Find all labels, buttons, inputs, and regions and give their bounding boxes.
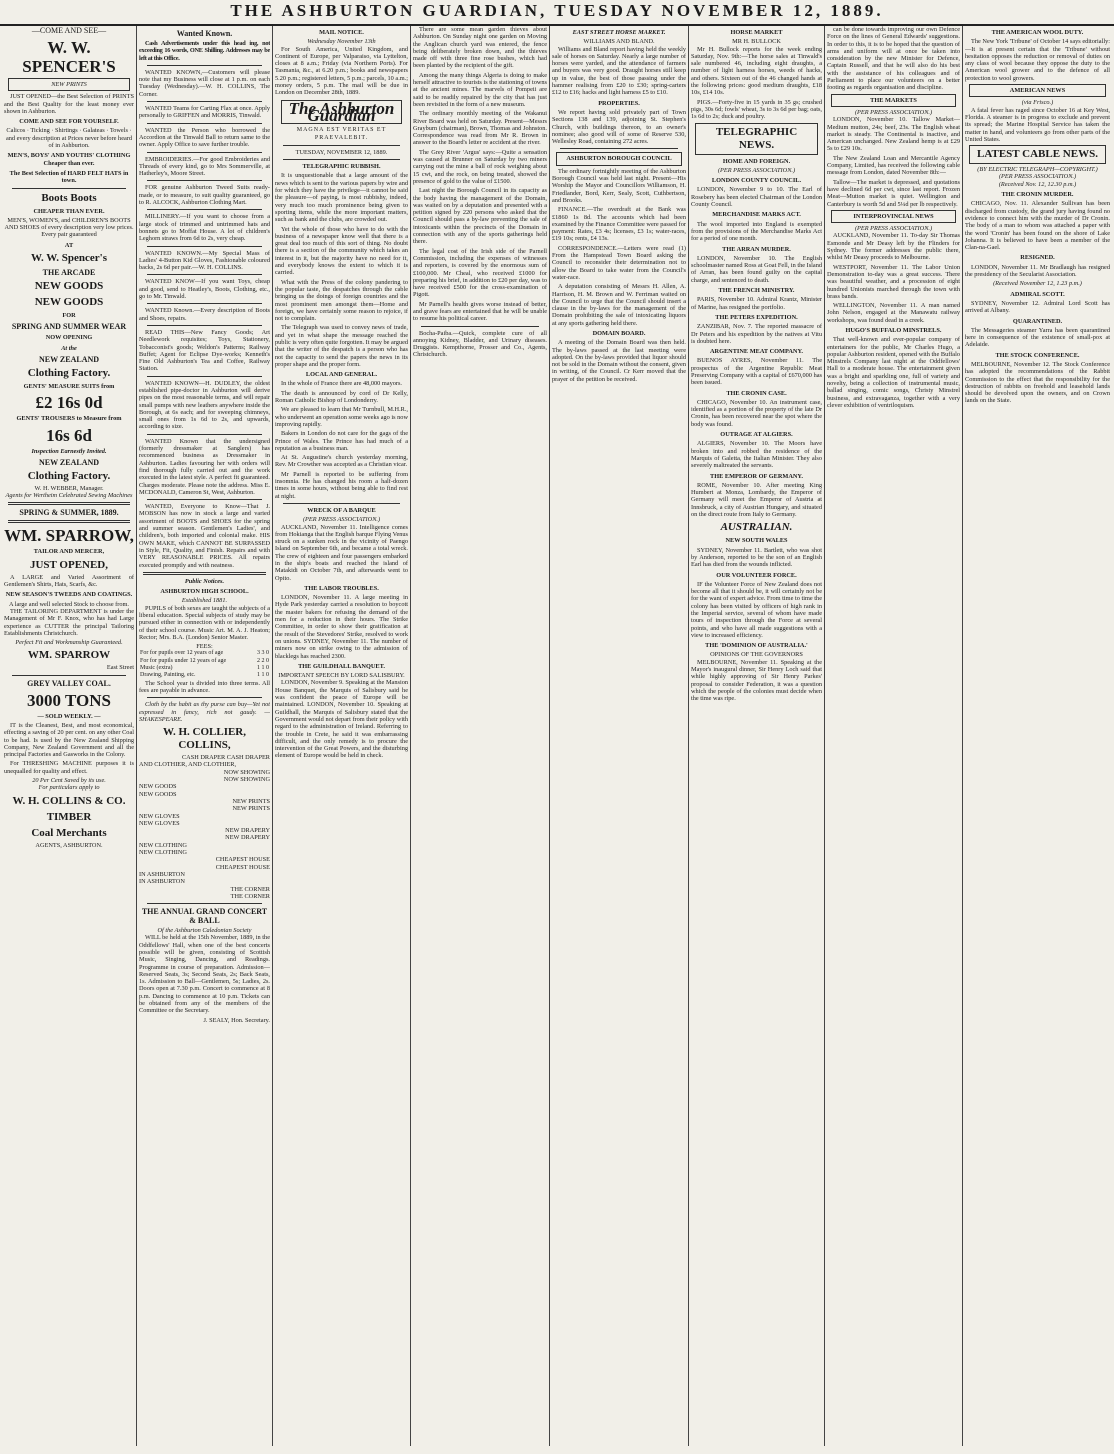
mail-notice: MAIL NOTICE.: [319, 29, 364, 36]
latest-sub: (BY ELECTRIC TELEGRAPH—COPYRIGHT.): [977, 166, 1098, 174]
column-rule: [962, 26, 963, 1446]
list-item: IN ASHBURTON: [139, 878, 185, 886]
cronin-murder-heading: THE CRONIN MURDER.: [1001, 191, 1074, 199]
fees-head: FEES:: [196, 643, 213, 651]
american-news-sub: (via Frisco.): [1021, 99, 1054, 107]
clothing-line: MEN'S, BOYS' AND YOUTHS' CLOTHING Cheaper than ever.: [7, 152, 131, 167]
wool-text: The New York 'Tribune' of October 14 says editorially:—It is at present certain that the 'Tribune' without hesitation opposes the reduction or removal of duties on any class of wool because they oppose the duty to the American wool grower and to the defence of all protection to wool growers.: [965, 38, 1110, 82]
guildhall-heading: THE GUILDHALL BANQUET.: [298, 662, 385, 670]
resigned-text: LONDON, November 11. Mr Bradlaugh has resigned the presidency of the Secularist Association.: [965, 263, 1110, 279]
list-item: NEW DRAPERY: [225, 827, 270, 835]
column-rule: [136, 26, 137, 1446]
new-goods-1: NEW GOODS: [34, 280, 104, 293]
wreck-assoc: (PER PRESS ASSOCIATION.): [302, 516, 381, 524]
hugo-heading: HUGO'S BUFFALO MINSTRELS.: [845, 326, 942, 334]
sold-weekly: — SOLD WEEKLY. —: [37, 712, 101, 720]
wanted-ad: WANTED KNOWN,—Customers will please note that my Business will close at 1 p.m. on each Tuesday (Wednesday).—W. H. COLLINS, The Corner.: [139, 68, 270, 98]
for-label: FOR: [62, 312, 76, 320]
inspection: Inspection Earnestly Invited.: [31, 447, 107, 455]
list-item: NEW GOODS: [139, 783, 177, 791]
column-rule: [272, 26, 273, 1446]
large-assortment: A LARGE and Varied Assortment of Gentlemen's Shirts, Hats, Scarfs, &c.: [4, 573, 134, 589]
sparrow-heading: WM. SPARROW,: [4, 526, 134, 546]
column-3-editorial: [275, 26, 408, 1446]
press-assoc: (PER PRESS ASSOCIATION.): [717, 166, 796, 174]
column-1-advertisements: [4, 26, 134, 1446]
telegraphic-news-logo: TELEGRAPHIC NEWS.: [695, 123, 818, 155]
cronin-text: CHICAGO, November 10. An instrument case, identified as a portion of the property of the late Dr Cronin, has been recovered near the spot where the body was found.: [691, 398, 822, 428]
factory-heading-2: Clothing Factory.: [27, 469, 111, 482]
horse-market-text: Williams and Bland report having held the weekly sale of horses on Saturday. Nearly a large number of horses were yarded, and the attendance of farmers and buyers was very good. Draught horses still keep up in value, the best of those passing under the hammer realising from £20 to £30; spring-carters £12 to £16; hacks and light harness £5 to £10.: [552, 45, 686, 97]
interprovincial-assoc: (PER PRESS ASSOCIATION.): [854, 225, 933, 233]
local-item: Mr Parnell's health gives worse instead of better, and grave fears are entertained that he will be unable to resume his political career.: [413, 300, 547, 323]
fees-table: [139, 650, 270, 679]
local-item: At St. Augustine's church yesterday morning, Rev. Mr Crowther was accepted as a Christian vicar.: [275, 454, 408, 469]
interprovincial-item: WELLINGTON, November 11. A man named John Nelson, engaged at the Manawatu railway workshops, was found dead in a creek.: [827, 302, 960, 324]
wanted-ad: WANTED KNOW—If you want Toys, cheap and good, send to Heatley's, Boots, Clothing, etc., go to Mr. Tinwald.: [139, 278, 270, 301]
nsw-heading: NEW SOUTH WALES: [725, 537, 788, 545]
horse-text: Mr H. Bullock reports for the week ending Saturday, Nov. 9th:—The horse sales at Tinwald's sale numbered 46, including eight draughts, a number of light harness horses, weeds of hacks, and others. Sixteen out of the 46 changed hands at the following prices: good medium draughts, £18 10s, £14 10s.: [691, 45, 822, 97]
particulars: For particulars apply to: [38, 784, 100, 792]
spencer-heading: W. W. SPENCER'S: [22, 38, 116, 76]
column-4-local: [413, 26, 547, 1446]
motto: MAGNA EST VERITAS ET PRAEVALEBIT.: [296, 127, 387, 141]
threshing: For THRESHING MACHINE purposes it is unequalled for quality and effect.: [4, 760, 134, 775]
list-item: NEW DRAPERY: [225, 834, 270, 842]
concert-text: WILL be held at the 15th November, 1889, in the Oddfellows' Hall, when one of the best concerts possible will be given, consisting of Scottish Music, Singing, Dancing, and Readings. Programme in course of preparation. Admission—Reserved Seats, 3s; Second Seats, 2s; Back Seats, 1s. Admission to Ball—Gentlemen, 5s; Ladies, 2s. Doors open at 7.30 p.m. Concert to commence at 8 p.m. Dancing to commence at 10 p.m. Tickets can be obtained from any of the members of the Committee or the Secretary.: [139, 934, 270, 1015]
list-item: NEW GOODS: [139, 790, 177, 798]
collins-logo: W. H. COLLIER, COLLINS,: [162, 726, 247, 752]
local-item: The death is announced by cord of Dr Kelly, Roman Catholic Bishop of Londonderry.: [275, 389, 408, 405]
boots-text: MEN'S, WOMEN'S, and CHILDREN'S BOOTS AND SHOES of every description very low prices. Every pair guaranteed: [4, 216, 134, 239]
interprovincial-item: AUCKLAND, November 11. To-day Sir Thomas Esmonde and Mr Deasy left by the Flinders for Sydney. The former addresses the public there, whilst Mr Deasy proceeds to Melbourne.: [827, 232, 960, 262]
editorial-paragraph: The Telegraph was used to convey news of trade, and yet in what shape the message reached the public is very often quite forgotten. It may be argued that the writer of the despatch is a person who has not the capacity to send the papers the news in its proper shape and the proper form.: [275, 324, 408, 368]
timber: TIMBER: [46, 810, 92, 823]
local-item: In the whole of France there are 48,000 mayors.: [281, 380, 402, 388]
local-item: There are some mean garden thieves about Ashburton. On Sunday night one garden on Moving the Anglican church yard was entered, the fence being deliberately broken down, and the thieves made off with three fine rose bushes, which had been planted by the recipient of the gift.: [413, 26, 547, 70]
arran-text: LONDON, November 10. The English schoolmaster named Ross at Goat Fell, in the Island of Arran, has been found guilty on the capital charge, and sentenced to death.: [691, 254, 822, 284]
editorial-paragraph: Yet the whole of those who have to do with the business of a newspaper know well that there is a great deal too much of this sort of thing. No doubt there is a section of the community which takes an interest in it, but the majority have no need for it, and everybody knows the extent to which it is carried.: [275, 225, 408, 277]
guildhall-text: LONDON, November 9. Speaking at the Mansion House Banquet, the Marquis of Salisbury said he was confident the peace of Europe will be maintained. LONDON, November 10. Speaking at Guildhall, the Marquis of Salisbury stated that the Government would not depart from their policy with regard to the administration of Ireland. Referring to the trouble in Crete, he said it was embarrassing difficult, and the only remedy is to procure the intervention of the Great Powers, and the disturbing element of Europe would be held in check.: [275, 679, 408, 760]
admiral-text: SYDNEY, November 12. Admiral Lord Scott has arrived at Albany.: [965, 299, 1110, 315]
local-item: Among the many things Algeria is doing to make herself attractive to tourists is the stationing of towns at the ancient mines. The marvels of Pompeii are said to be readily repaired by the city that has just been revisited in the form of a new museum.: [413, 71, 547, 108]
goods-list: Calicos · Ticking · Shirtings · Galateas · Towels · and every description at Prices never before heard of in Ashburton.: [5, 127, 133, 150]
algiers-heading: OUTRAGE AT ALGIERS.: [720, 431, 793, 439]
list-item: THE CORNER: [230, 885, 270, 893]
manager: W. H. WEBBER, Manager.: [34, 484, 104, 492]
council-heading: ASHBURTON BOROUGH COUNCIL: [556, 152, 682, 165]
tons-heading: 3000 TONS: [27, 690, 111, 710]
boots-sub: CHEAPER THAN EVER.: [33, 207, 105, 215]
cash-draper: CASH DRAPER CASH DRAPER: [181, 754, 270, 762]
list-item: NEW GLOVES: [139, 812, 180, 820]
trousers-line: GENTS' TROUSERS to Measure from: [16, 415, 122, 423]
interprovincial-item: WESTPORT, November 11. The Labor Union Demonstration to-day was a great success. There was beautiful weather, and a procession of eight hundred Unionists marched through the town with brass bands.: [827, 263, 960, 300]
latest-assoc: (PER PRESS ASSOCIATION.): [998, 173, 1077, 181]
concert-sub: Of the Ashburton Caledonian Society: [157, 927, 252, 935]
at-the: At the: [61, 344, 77, 352]
labor-text: LONDON, November 11. A large meeting in Hyde Park yesterday carried a resolution to boycott the master bakers for refusing the demand of the men for a reduction in their hours. The Strike Committee, in order to show their gratification at the result of the Stevedores' Strike, resolved to work on unions. SYDNEY, November 11. The number of miners now on strike owing to the admission of blacklegs has reached 2300.: [275, 594, 408, 660]
interprovincial-heading: INTERPROVINCIAL NEWS: [831, 210, 956, 223]
column-rule: [824, 26, 825, 1446]
spring-heading: SPRING & SUMMER, 1889.: [19, 508, 119, 518]
horse-market-sub: WILLIAMS AND BLAND.: [583, 38, 655, 46]
list-item: IN ASHBURTON: [139, 870, 185, 878]
guardian-logo: The Ashburton Guardian: [281, 100, 402, 125]
wanted-ad: EMBROIDERIES.—For good Embroideries and Threads of every kind, go to Mrs Sommerville, at Hatherley's, Moore Street.: [139, 155, 270, 178]
editorial-paragraph: It is unquestionable that a large amount of the news which is sent to the various papers by wire and for which they have the privilege—it cannot be said the pleasure—of paying, is most rubbishy, indeed, very much too much prominence being given to sporting items, while the more important matters, such as bank and the clubs, are crowded out.: [275, 172, 408, 224]
hats-line: The Best Selection of HARD FELT HATS in town.: [9, 169, 129, 185]
column-rule: [549, 26, 550, 1446]
coal-heading: GREY VALLEY COAL.: [27, 678, 111, 688]
domain-text: A meeting of the Domain Board was then held. The by-laws passed at the last meeting were adopted. On the by-laws provided that liquor should not be sold in the Domain without the consent, given in writing, of the Council. Cr Kerr moved that the prayer of the petition be received.: [552, 339, 686, 383]
dominion-text: MELBOURNE, November 11. Speaking at the Mayor's inaugural dinner, Sir Henry Loch said that while highly approving of Sir Henry Parkes' proposal to consider Federation, it was a question which the people of the colonies must decide when the time was ripe.: [691, 658, 822, 703]
list-item: NOW SHOWING: [223, 776, 270, 784]
local-item: The ordinary monthly meeting of the Wakanui River Board was held on Saturday. Present—Messrs Grayburn (chairman), Brown, Thomas and Johnston. Correspondence was read from Mr R. Brown in answer to the Board's letter re accident at the river.: [413, 110, 547, 147]
school-est: Established 1881.: [181, 597, 228, 605]
admiral-heading: ADMIRAL SCOTT.: [1010, 290, 1065, 298]
french-heading: THE FRENCH MINISTRY.: [718, 287, 795, 295]
school-text: PUPILS of both sexes are taught the subjects of a liberal education. Special subjects of study may be pursued either in connection with or independently of their school course. Music Art. M. A. J. Heaton; Rector; Mrs. B.A. (London) Senior Master.: [139, 604, 270, 641]
dominion-sub: OPINIONS OF THE GOVERNORS: [710, 651, 803, 659]
peters-text: ZANZIBAR, Nov. 7. The reported massacre of Dr Peters and his expedition by the natives at Vitu is doubted here.: [691, 323, 822, 345]
volunteer-text: IF the Volunteer Force of New Zealand does not become all that it should be, it will certainly not be for the want of expert advice. From time to time the colony has been visited by officers of high rank in the Imperial service, several of whom have made tours of inspection through the Force at several points, and who have all made suggestions with a view to increased efficiency.: [691, 580, 822, 639]
arcade-label: THE ARCADE: [42, 268, 96, 278]
column-rule: [410, 26, 411, 1446]
list-item: CHEAPEST HOUSE: [215, 863, 270, 871]
table-row: For for pupils under 12 years of age 2 2 0: [140, 657, 269, 664]
cronin-murder-text: CHICAGO, Nov. 11. Alexander Sullivan has been discharged from custody, the grand jury having found no evidence to connect him with the murder of Dr Cronin. The body of a man to whom was attached a paper with the word 'Cronin' has been found on the shore of Lake Johanna. It is believed to have been a member of the Clan-na-Gael.: [965, 200, 1110, 252]
wanted-ad: WANTED KNOWN.—My Special Mass of Ladies' 4-Button Kid Gloves, Fashionable coloured backs, 2s 6d per pair.—W. H. COLLINS.: [139, 249, 270, 272]
wanted-ad: WANTED KNOWN—H. DUDLEY, the oldest established pipe-doctor in Ashburton will derive pipes on the most reasonable terms, and will repair small pumps with new leathers anywhere inside the Borough, at 6s each; and for sweeping chimneys, small ones from 1s 6d to 2s, and upwards, according to size.: [139, 379, 270, 431]
markets-assoc: (PER PRESS ASSOCIATION.): [854, 108, 933, 116]
season-line: SPRING AND SUMMER WEAR: [11, 322, 127, 332]
shakespeare-quote: Cloth by the habit as thy purse can buy—Yet not expressed in fancy, rich not gaudy. —SHAKESPEARE.: [139, 701, 270, 723]
shop-name: W. W. Spencer's: [30, 252, 107, 265]
column-2-wanted: [139, 26, 270, 1446]
list-item: CHEAPEST HOUSE: [215, 856, 270, 864]
column-5-markets: [552, 26, 686, 1446]
discount: 20 Per Cent Saved by its use.: [32, 777, 106, 785]
list-item: NOW SHOWING: [223, 768, 270, 776]
stock-conference-heading: THE STOCK CONFERENCE.: [995, 351, 1080, 359]
nsw-text: SYDNEY, November 11. Bartlett, who was shot by Anderson, reported to be the son of an English Earl has died from the wounds inflicted.: [691, 546, 822, 569]
pigs-text: PIGS.—Forty-five in 15 yards in 35 gs; crushed pigs, 30s 6d; fowls' wheat, 3s to 3s 6d per bag; oats, 1s 6d to 2s; duck and poultry.: [691, 98, 822, 121]
school-heading: ASHBURTON HIGH SCHOOL.: [160, 588, 249, 596]
issue-date: TUESDAY, NOVEMBER 12, 1889.: [295, 148, 388, 156]
editorial-paragraph: What with the Press of the colony pandering to the popular taste, the despatches through the cable bringing us the doings of foreign countries and the most prominent men amongst them—Home and foreign, we have certainly some reason to rejoice, if not to complain.: [275, 278, 408, 323]
meat-heading: ARGENTINE MEAT COMPANY.: [709, 348, 803, 356]
advert-text: Bocha-Paiba.—Quick, complete cure of all annoying Kidney, Bladder, and Urinary diseases. Druggists. Kempthorne, Prosser and Co., Agents, Christchurch.: [413, 329, 547, 359]
tailor-line: TAILOR AND MERCER,: [33, 548, 105, 556]
suits-line: GENTS' MEASURE SUITS from: [23, 382, 115, 390]
quarantined-heading: QUARANTINED.: [1012, 317, 1063, 325]
received: (Received Nov. 12, 12.30 p.m.): [998, 180, 1077, 188]
wanted-ad: FOR genuine Ashburton Tweed Suits ready-made, or to measure, to suit quality guaranteed, go to R. ALCOCK, Ashburton Clothing Mart.: [139, 184, 270, 207]
just-opened: JUST OPENED,: [29, 558, 109, 571]
peters-heading: THE PETERS EXPEDITION.: [715, 313, 798, 321]
received-2: (Received November 12, 1.23 p.m.): [993, 280, 1082, 288]
properties-text: We report having sold privately part of Town Sections 138 and 139, adjoining St. Stephen's Church, with buildings thereon, to an owner's nominee; also good will of some of Reserve 530, Wellesley Road, containing 272 acres.: [552, 108, 686, 146]
nz-label: NEW ZEALAND: [38, 354, 100, 364]
lcc-text: LONDON, November 9 to 10. The Earl of Rosebery has been elected Chairman of the London County Council.: [691, 186, 822, 209]
stock-conference-text: MELBOURNE, November 12. The Stock Conference has adopted the recommendations of the Rabbit Commission to the effect that the responsibility for the destruction of rabbits on freehold and leasehold lands should be devolved upon the owners, and on Crown lands on the State.: [965, 360, 1110, 405]
council-paragraph: The ordinary fortnightly meeting of the Ashburton Borough Council was held last night. Present—His Worship the Mayor and Councillors Williamson, H. Friedlander, Bord, Kerr, Sealy, Scott, Cuthbertson, and Brooks.: [552, 167, 686, 204]
column-rule: [688, 26, 689, 1446]
local-item: The legal cost of the Irish side of the Parnell Commission, including the expenses of witnesses and reporters, is covered by the enormous sum of £100,000. Mr Cheal, who received £1000 for preparing his brief, in addition to £20 per day, was to have received £500 for the cross-examination of Pigott.: [413, 247, 547, 299]
local-item: Last night the Borough Council in its capacity as the body having the management of the Domain, was waited on by a deputation and presented with a petition signed by 220 persons who asked that the Council should pass a by-law preventing the sale of intoxicants within the precincts of the Domain in connection with any of the sports gatherings held there.: [413, 187, 547, 246]
tweeds: NEW SEASON'S TWEEDS AND COATINGS.: [5, 591, 133, 599]
local-item: Mr Parnell is reported to be suffering from insomnia. He has changed his room a half-dozen times in some hours, without being able to find rest at night.: [275, 470, 408, 500]
new-goods-2: NEW GOODS: [34, 296, 104, 309]
table-row: Drawing, Painting, etc. 1 1 0: [140, 672, 269, 679]
telegraphic-rubbish-heading: TELEGRAPHIC RUBBISH.: [302, 163, 381, 171]
marks-text: The wool imported into England is exempted from the provisions of the Merchandise Marks Act for a period of one month.: [691, 220, 822, 243]
tailoring-dept: THE TAILORING DEPARTMENT is under the Management of Mr F. Knox, who has had Large experience as CUTTER the principal Tailoring Establishments Christchurch.: [4, 607, 134, 637]
australian-heading: AUSTRALIAN.: [720, 521, 793, 534]
french-text: PARIS, November 10. Admiral Krantz, Minister of Marine, has resigned the portfolio.: [691, 296, 822, 311]
council-paragraph: CORRESPONDENCE.—Letters were read (1) From the Hampstead Town Board asking the Council to reconsider their determination not to allow the Board to take water from the Council's water-race.: [552, 244, 686, 281]
masthead: THE ASHBURTON GUARDIAN, TUESDAY NOVEMBER 12, 1889.: [0, 0, 1114, 26]
meat-text: BUENOS AYRES, November 11. The prospectus of the Argentine Republic Meat Preserving Company with a capital of £670,000 has been issued.: [691, 357, 822, 387]
american-news-text: A fatal fever has raged since October 16 at Key West, Florida. A steamer is in progress to exclude and prevent its spread; the Marine Hospital Service has taken the matter in hand, and volunteers go from other parts of the United States.: [965, 106, 1110, 143]
horse-sub: MR H. BULLOCK: [732, 38, 781, 46]
loan-company: The New Zealand Loan and Mercantile Agency Company, Limited, has received the following cable message from London, dated November 8th:—: [827, 154, 960, 177]
coal-merchants: Coal Merchants: [31, 826, 107, 839]
dominion-heading: THE 'DOMINION OF AUSTRALIA.': [705, 642, 808, 650]
latest-cable-heading: LATEST CABLE NEWS.: [969, 145, 1106, 164]
mail-date: Wednesday November 13th: [307, 38, 376, 46]
quarantined-text: The Messageries steamer Yarra has been quarantined here in consequence of the existence of small-pox at Adelaide.: [965, 326, 1110, 349]
wanted-ad: WANTED Known.—Every description of Boots and Shoes, repairs.: [139, 307, 270, 322]
sparrow-2: WM. SPARROW: [27, 649, 111, 662]
emperor-heading: THE EMPEROR OF GERMANY.: [710, 472, 803, 480]
algiers-text: ALGIERS, November 10. The Moors have broken into and robbed the residence of the Marquis of Galetta, the Italian Minister. They also severely maltreated the servants.: [691, 440, 822, 470]
emperor-text: ROME, November 10. After meeting King Humbert at Monza, Lombardy, the Emperor of Germany will meet the Emperor of Austria at Innsbruck, a city of Austrian Hungary, and situated on the direct route from Italy to Germany.: [691, 481, 822, 519]
wanted-known-heading: Wanted Known.: [176, 29, 233, 38]
agents-ashburton: AGENTS, ASHBURTON.: [35, 841, 103, 849]
public-notices: Public Notices.: [184, 577, 225, 585]
wanted-ad: WANTED the Person who borrowed the Accordion at the Tinwald Ball to return same to the owner. Apply Office to save further trouble.: [139, 126, 270, 149]
wanted-ad: WANTED, Everyone to Know—That J. MOBSON has now in stock a large and varied assortment of BOOTS and SHOES for the spring and summer season. Gentlemen's Ladies', and children's, both imported and colonial make. HIS OWN MAKE, which CANNOT BE SURPASSED in Style, Fit, Quality, and Finish. Repairs and with VERY REASONABLE PRICES. All repairs executed promptly and with neatness.: [139, 503, 270, 569]
wanted-notice: Cash Advertisements under this head ing, not exceeding 16 words, ONE Shilling. Addresses may be left at this Office.: [139, 40, 270, 62]
list-item: NEW CLOTHING: [139, 841, 187, 849]
list-item: THE CORNER: [230, 892, 270, 900]
markets-heading: THE MARKETS: [831, 94, 956, 107]
local-item: Bakers in London do not care for the gags of the Prince of Wales. The Prince has had much of a reputation as a business man.: [275, 430, 408, 452]
local-item: We are pleased to learn that Mr Turnbull, M.H.R., who underwent an operation some weeks ago is now improving rapidly.: [275, 406, 408, 428]
and-clothier: AND CLOTHIER, AND CLOTHIER,: [139, 761, 237, 769]
now-opening: NOW OPENING: [45, 334, 93, 342]
fees-note: The School year is divided into three terms. All fees are payable in advance.: [139, 679, 270, 694]
collins-co: W. H. COLLINS & CO.: [12, 794, 126, 807]
factory-heading: Clothing Factory.: [27, 366, 111, 379]
suit-price: £2 16s 0d: [35, 393, 103, 413]
wreck-heading: WRECK OF A BARQUE: [307, 506, 376, 514]
east-street: East Street: [106, 664, 134, 672]
list-item: NEW CLOTHING: [139, 849, 187, 857]
nz-label-2: NEW ZEALAND: [38, 457, 100, 467]
volunteer-heading: OUR VOLUNTEER FORCE.: [716, 571, 797, 579]
column-6-telegraphic: [691, 26, 822, 1446]
table-row: For for pupils over 12 years of age 3 3 0: [140, 650, 269, 657]
prints-intro: JUST OPENED—the Best Selection of PRINTS and the Best Quality for the least money ever shown in Ashburton.: [4, 93, 134, 115]
cronin-heading: THE CRONIN CASE.: [726, 389, 787, 397]
list-item: NEW GLOVES: [139, 819, 180, 827]
showing-list: [139, 769, 270, 900]
wanted-ad: MILLINERY.—If you want to choose from a large stock of trimmed and untrimmed hats and bonnets go to Moffat House. A lot of children's Leghorn straws from 6d to 2s, very cheap.: [139, 213, 270, 243]
hugo-text: That well-known and ever-popular company of entertainers for the public, Mr Charles Hugo, a popular Ashburton resident, opened with the Buffalo Minstrels Company last night at the Oddfellows' Hall to a moderate house. The entertainment given was a bright and sparkling one, full of variety and novelty, being a collection of instrumental music, ballad singing, comic songs, Christy Minstrel business, and extravaganza, together with a very clever exhibition of ventriloquism.: [827, 336, 960, 409]
local-item: The Grey River 'Argus' says:—Quite a sensation was caused at Brunner on Saturday by two miners carrying out the mine a ball of rock weighing about 15 cwt, and the rock, on being treated, showed the presence of gold to the value of £1500.: [413, 148, 547, 185]
volunteer-continued: can be done towards improving our own Defence Force on the lines of General Edwards' suggestions. In order to this, it is to be hoped that the question of arms and uniform will at once be taken into consideration by the new Minister for Defence, Captain Russell, and that he will also do his best with the assistance of his colleagues and of Parliament to place our volunteers on a better footing as regards organisation and discipline.: [827, 26, 960, 92]
list-item: NEW PRINTS: [232, 805, 270, 813]
wanted-ad: WANTED Teams for Carting Flax at once. Apply personally to GRIFFEN and MORRIS, Tinwald.: [139, 105, 270, 120]
mail-text: For South America, United Kingdom, and Continent of Europe, per Valparaiso, via Lyttelton, closes at 8 a.m.; Friday (via Northern Ports). For Tasmania, &c., at 6.20 p.m.; books and newspapers 5.20 p.m.; registered letters, 5 p.m.; parcels, 10 a.m.; money orders, 5 p.m. The mail will be due in London on December 28th, 1889.: [275, 45, 408, 97]
come-see-yourself: COME AND SEE FOR YOURSELF.: [19, 118, 119, 126]
come-and-see: —COME AND SEE—: [31, 26, 107, 35]
concert-heading: THE ANNUAL GRAND CONCERT & BALL: [141, 907, 268, 926]
boots-heading: Boots Boots: [41, 191, 97, 204]
at-label: AT: [64, 241, 74, 249]
column-8-cable: [965, 26, 1110, 1446]
list-item: NEW PRINTS: [232, 797, 270, 805]
horse-heading: HORSE MARKET: [730, 29, 783, 36]
wanted-ad: READ THIS—New Fancy Goods; Art Needlework requisites; Toys, Stationery, Tobacconist's goods; Weldon's Patterns; Railway Buffet; Agent for Eclipse Dye-works; Kenneth's Fine Old Ashburton's Tea and Coffee, Railway Station.: [139, 328, 270, 373]
horse-market-heading: EAST STREET HORSE MARKET.: [572, 29, 666, 36]
loan-text: Tallow—The market is depressed, and quotations have declined 6d per cwt, since last report. Frozen Meat—Mutton market is quiet. Wellington and Canterbury is worth 5d and 5¼d per lb respectively.: [827, 178, 960, 208]
domain-heading: DOMAIN BOARD.: [592, 329, 646, 337]
wanted-ads-list: [139, 69, 270, 569]
agents: Agents for Wertheim Celebrated Sewing Machines: [5, 492, 133, 500]
properties-heading: PROPERTIES.: [598, 99, 640, 107]
resigned-heading: RESIGNED.: [1020, 254, 1055, 262]
marks-heading: MERCHANDISE MARKS ACT.: [712, 211, 801, 219]
arran-heading: THE ARRAN MURDER.: [722, 245, 791, 253]
guildhall-sub: IMPORTANT SPEECH BY LORD SALISBURY.: [278, 672, 405, 680]
american-news-heading: AMERICAN NEWS: [969, 84, 1106, 97]
home-foreign: HOME AND FOREIGN.: [722, 157, 791, 165]
coal-text: IT is the Cleanest, Best, and most economical, effecting a saving of 20 per cent. on any other Coal to be had. Is used by the New Zealand Shipping Company, New Zealand Government and all the principal Factories and Gasworks in the Colony.: [4, 721, 134, 759]
new-prints-ribbon: NEW PRINTS: [8, 78, 130, 91]
council-paragraph: A deputation consisting of Messrs H. Allen, A. Harrison, H. M. Brown and W. Ferriman waited on the Council to urge that the Council should insert a clause in the by-laws for the management of the Domain prohibiting the sale of intoxicating liquors at any sports gathering held there.: [552, 283, 686, 327]
fit-guarantee: Perfect Fit and Workmanship Guaranteed.: [15, 639, 123, 647]
table-row: Music (extra) 1 1 0: [140, 665, 269, 672]
wanted-ad: WANTED Known that the undersigned (formerly dressmaker at Sanglers) has recommenced business as Dressmaker in Ashburton. Ladies favouring her with orders will find thorough fully carried out and the work executed in the latest style. A perfect fit guaranteed. Charges moderate. Please note the address. Miss E. MCDONALD, Cameron St, West, Ashburton.: [139, 437, 270, 496]
lcc-heading: LONDON COUNTY COUNCIL.: [711, 177, 802, 185]
trouser-price: 16s 6d: [46, 425, 92, 445]
wreck-text: AUCKLAND, November 11. Intelligence comes from Hokianga that the English barque Flying Venus struck on a sunken rock in the vicinity of Paengo Island on September 6th, and became a total wreck. The crew of eighteen and four passengers embarked in the ship's boats and reached the island of Matakidi on October 7th, and afterwards went to Opito.: [275, 523, 408, 582]
secretary: J. SEALY, Hon. Secretary.: [203, 1016, 270, 1024]
wool-heading: THE AMERICAN WOOL DUTY.: [991, 29, 1084, 36]
local-general-heading: LOCAL AND GENERAL.: [305, 371, 378, 379]
stock-line: A large and well selected Stock to choose from.: [8, 600, 130, 608]
labor-heading: THE LABOR TROUBLES.: [304, 584, 379, 592]
column-7-markets: [827, 26, 960, 1446]
markets-text: LONDON, November 10. Tallow Market—Medium mutton, 24s; beef, 23s. The English wheat market is steady. The Continental is inactive, and American unchanged. New Zealand hemp is at £29 5s to £29 10s.: [827, 116, 960, 153]
council-paragraph: FINANCE.—The overdraft at the Bank was £1860 1s 8d. The accounts which had been examined by the Finance Committee were passed for payment: Rates, £3 4s; licenses, £3 1s; water-races, £19 10s; rents, £4 13s.: [552, 206, 686, 243]
